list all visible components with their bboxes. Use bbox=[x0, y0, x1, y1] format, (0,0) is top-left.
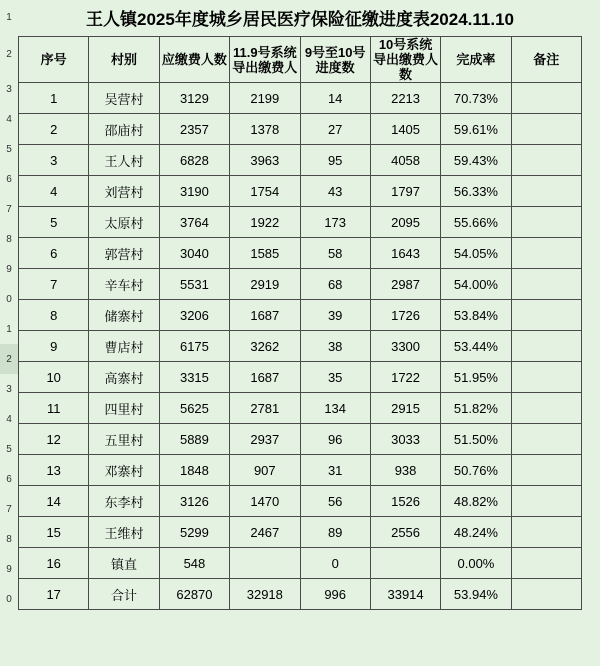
row-header-cell[interactable]: 7 bbox=[6, 503, 12, 515]
cell-village[interactable]: 东李村 bbox=[89, 486, 159, 517]
cell-sys-119[interactable]: 2199 bbox=[230, 83, 300, 114]
cell-sys-10[interactable] bbox=[370, 548, 440, 579]
column-header-due: 应缴费人数 bbox=[159, 37, 229, 83]
cell-note[interactable] bbox=[511, 83, 581, 114]
cell-sys-10[interactable]: 3033 bbox=[370, 424, 440, 455]
cell-sys-119[interactable]: 3963 bbox=[230, 145, 300, 176]
cell-village[interactable]: 太原村 bbox=[89, 207, 159, 238]
column-header-sys-10: 10号系统导出缴费人数 bbox=[370, 37, 440, 83]
cell-village[interactable]: 王人村 bbox=[89, 145, 159, 176]
cell-due[interactable]: 5299 bbox=[159, 517, 229, 548]
row-header-cell-selected[interactable]: 2 bbox=[0, 344, 18, 374]
table-row[interactable] bbox=[19, 362, 582, 393]
column-header-note: 备注 bbox=[511, 37, 581, 83]
cell-village[interactable]: 镇直 bbox=[89, 548, 159, 579]
cell-sys-10[interactable]: 1797 bbox=[370, 176, 440, 207]
cell-village[interactable]: 辛车村 bbox=[89, 269, 159, 300]
cell-rate[interactable]: 53.44% bbox=[441, 331, 511, 362]
table-row[interactable] bbox=[19, 114, 582, 145]
cell-progress[interactable]: 38 bbox=[300, 331, 370, 362]
cell-no[interactable]: 2 bbox=[19, 114, 89, 145]
cell-no[interactable]: 4 bbox=[19, 176, 89, 207]
cell-note[interactable] bbox=[511, 207, 581, 238]
cell-progress[interactable]: 134 bbox=[300, 393, 370, 424]
cell-sys-119[interactable]: 1922 bbox=[230, 207, 300, 238]
cell-sys-119[interactable]: 3262 bbox=[230, 331, 300, 362]
cell-due[interactable]: 3190 bbox=[159, 176, 229, 207]
cell-sys-10[interactable]: 33914 bbox=[370, 579, 440, 610]
cell-sys-10[interactable]: 2213 bbox=[370, 83, 440, 114]
cell-no[interactable]: 11 bbox=[19, 393, 89, 424]
row-header-cell[interactable]: 0 bbox=[6, 293, 12, 305]
table-row[interactable] bbox=[19, 331, 582, 362]
cell-progress[interactable]: 95 bbox=[300, 145, 370, 176]
cell-rate[interactable]: 59.61% bbox=[441, 114, 511, 145]
cell-village[interactable]: 吴营村 bbox=[89, 83, 159, 114]
column-header-village: 村别 bbox=[89, 37, 159, 83]
cell-due[interactable]: 548 bbox=[159, 548, 229, 579]
cell-due[interactable]: 6828 bbox=[159, 145, 229, 176]
cell-village[interactable]: 邓寨村 bbox=[89, 455, 159, 486]
table-row[interactable] bbox=[19, 548, 582, 579]
table-row[interactable] bbox=[19, 424, 582, 455]
cell-village[interactable]: 曹店村 bbox=[89, 331, 159, 362]
cell-rate[interactable]: 51.82% bbox=[441, 393, 511, 424]
row-header-cell[interactable]: 5 bbox=[6, 443, 12, 455]
table-row[interactable] bbox=[19, 238, 582, 269]
cell-rate[interactable]: 50.76% bbox=[441, 455, 511, 486]
cell-no[interactable]: 13 bbox=[19, 455, 89, 486]
cell-rate[interactable]: 48.24% bbox=[441, 517, 511, 548]
cell-note[interactable] bbox=[511, 176, 581, 207]
cell-progress[interactable]: 14 bbox=[300, 83, 370, 114]
cell-sys-119[interactable]: 32918 bbox=[230, 579, 300, 610]
cell-rate[interactable]: 48.82% bbox=[441, 486, 511, 517]
cell-note[interactable] bbox=[511, 393, 581, 424]
cell-no[interactable]: 5 bbox=[19, 207, 89, 238]
cell-no[interactable]: 10 bbox=[19, 362, 89, 393]
cell-rate[interactable]: 55.66% bbox=[441, 207, 511, 238]
cell-rate[interactable]: 59.43% bbox=[441, 145, 511, 176]
cell-progress[interactable]: 68 bbox=[300, 269, 370, 300]
table-row[interactable] bbox=[19, 207, 582, 238]
row-header-cell[interactable]: 1 bbox=[6, 323, 12, 335]
cell-note[interactable] bbox=[511, 362, 581, 393]
table-row[interactable] bbox=[19, 176, 582, 207]
cell-due[interactable]: 5625 bbox=[159, 393, 229, 424]
row-header-cell[interactable]: 3 bbox=[6, 383, 12, 395]
cell-sys-10[interactable]: 1722 bbox=[370, 362, 440, 393]
cell-no[interactable]: 9 bbox=[19, 331, 89, 362]
cell-sys-10[interactable]: 2095 bbox=[370, 207, 440, 238]
cell-sys-10[interactable]: 2987 bbox=[370, 269, 440, 300]
cell-due[interactable]: 2357 bbox=[159, 114, 229, 145]
cell-due[interactable]: 62870 bbox=[159, 579, 229, 610]
cell-progress[interactable]: 996 bbox=[300, 579, 370, 610]
table-title-row bbox=[19, 0, 582, 37]
cell-progress[interactable]: 35 bbox=[300, 362, 370, 393]
table-row[interactable] bbox=[19, 83, 582, 114]
column-header-sys-119: 11.9号系统导出缴费人 bbox=[230, 37, 300, 83]
cell-progress[interactable]: 96 bbox=[300, 424, 370, 455]
cell-village[interactable]: 刘营村 bbox=[89, 176, 159, 207]
cell-sys-119[interactable]: 1687 bbox=[230, 362, 300, 393]
cell-note[interactable] bbox=[511, 331, 581, 362]
cell-no[interactable]: 14 bbox=[19, 486, 89, 517]
row-header-cell[interactable]: 4 bbox=[6, 113, 12, 125]
cell-note[interactable] bbox=[511, 579, 581, 610]
cell-note[interactable] bbox=[511, 455, 581, 486]
cell-no[interactable]: 8 bbox=[19, 300, 89, 331]
cell-sys-119[interactable]: 2467 bbox=[230, 517, 300, 548]
row-header-cell[interactable]: 3 bbox=[6, 83, 12, 95]
cell-due[interactable]: 3129 bbox=[159, 83, 229, 114]
cell-sys-119[interactable] bbox=[230, 548, 300, 579]
row-header-cell[interactable]: 9 bbox=[6, 563, 12, 575]
cell-sys-119[interactable]: 2781 bbox=[230, 393, 300, 424]
row-header-cell[interactable]: 4 bbox=[6, 413, 12, 425]
cell-rate[interactable]: 56.33% bbox=[441, 176, 511, 207]
cell-note[interactable] bbox=[511, 424, 581, 455]
cell-rate[interactable]: 70.73% bbox=[441, 83, 511, 114]
page-title: 王人镇2025年度城乡居民医疗保险征缴进度表2024.11.10 bbox=[86, 9, 514, 29]
cell-rate[interactable]: 53.84% bbox=[441, 300, 511, 331]
cell-sys-10[interactable]: 1643 bbox=[370, 238, 440, 269]
row-header-cell[interactable]: 6 bbox=[6, 173, 12, 185]
cell-sys-10[interactable]: 1726 bbox=[370, 300, 440, 331]
cell-note[interactable] bbox=[511, 486, 581, 517]
cell-progress[interactable]: 31 bbox=[300, 455, 370, 486]
cell-village[interactable]: 王维村 bbox=[89, 517, 159, 548]
bottom-padding-area bbox=[0, 648, 600, 666]
row-header-cell[interactable]: 6 bbox=[6, 473, 12, 485]
cell-note[interactable] bbox=[511, 269, 581, 300]
cell-rate[interactable]: 51.95% bbox=[441, 362, 511, 393]
cell-note[interactable] bbox=[511, 300, 581, 331]
cell-progress[interactable]: 0 bbox=[300, 548, 370, 579]
cell-note[interactable] bbox=[511, 238, 581, 269]
cell-village[interactable]: 四里村 bbox=[89, 393, 159, 424]
column-header-no: 序号 bbox=[19, 37, 89, 83]
right-padding-area bbox=[582, 0, 600, 666]
cell-sys-119[interactable]: 1378 bbox=[230, 114, 300, 145]
cell-sys-10[interactable]: 2915 bbox=[370, 393, 440, 424]
cell-sys-119[interactable]: 2919 bbox=[230, 269, 300, 300]
cell-sys-10[interactable]: 4058 bbox=[370, 145, 440, 176]
row-header-gutter[interactable] bbox=[0, 0, 18, 666]
cell-sys-119[interactable]: 1585 bbox=[230, 238, 300, 269]
cell-sys-10[interactable]: 1405 bbox=[370, 114, 440, 145]
cell-due[interactable]: 5889 bbox=[159, 424, 229, 455]
row-header-cell[interactable]: 5 bbox=[6, 143, 12, 155]
cell-no[interactable]: 15 bbox=[19, 517, 89, 548]
cell-sys-119[interactable]: 1470 bbox=[230, 486, 300, 517]
table-row[interactable] bbox=[19, 486, 582, 517]
table-row-total[interactable] bbox=[19, 579, 582, 610]
cell-due[interactable]: 3206 bbox=[159, 300, 229, 331]
cell-sys-119[interactable]: 907 bbox=[230, 455, 300, 486]
cell-no[interactable]: 1 bbox=[19, 83, 89, 114]
cell-note[interactable] bbox=[511, 145, 581, 176]
cell-progress[interactable]: 43 bbox=[300, 176, 370, 207]
cell-due[interactable]: 5531 bbox=[159, 269, 229, 300]
cell-no[interactable]: 12 bbox=[19, 424, 89, 455]
cell-progress[interactable]: 39 bbox=[300, 300, 370, 331]
cell-progress[interactable]: 27 bbox=[300, 114, 370, 145]
cell-sys-119[interactable]: 1754 bbox=[230, 176, 300, 207]
cell-rate[interactable]: 0.00% bbox=[441, 548, 511, 579]
cell-sys-119[interactable]: 1687 bbox=[230, 300, 300, 331]
cell-due[interactable]: 3040 bbox=[159, 238, 229, 269]
cell-note[interactable] bbox=[511, 517, 581, 548]
cell-sys-10[interactable]: 3300 bbox=[370, 331, 440, 362]
cell-sys-10[interactable]: 1526 bbox=[370, 486, 440, 517]
cell-sys-10[interactable]: 2556 bbox=[370, 517, 440, 548]
row-header-cell[interactable]: 2 bbox=[6, 48, 12, 60]
cell-village[interactable]: 合计 bbox=[89, 579, 159, 610]
cell-village[interactable]: 高寨村 bbox=[89, 362, 159, 393]
cell-progress[interactable]: 89 bbox=[300, 517, 370, 548]
cell-rate[interactable]: 51.50% bbox=[441, 424, 511, 455]
cell-due[interactable]: 3126 bbox=[159, 486, 229, 517]
cell-sys-10[interactable]: 938 bbox=[370, 455, 440, 486]
cell-no[interactable]: 3 bbox=[19, 145, 89, 176]
cell-note[interactable] bbox=[511, 548, 581, 579]
row-header-cell[interactable]: 9 bbox=[6, 263, 12, 275]
cell-progress[interactable]: 58 bbox=[300, 238, 370, 269]
cell-village[interactable]: 五里村 bbox=[89, 424, 159, 455]
table-row[interactable] bbox=[19, 269, 582, 300]
cell-rate[interactable]: 54.05% bbox=[441, 238, 511, 269]
cell-no[interactable]: 17 bbox=[19, 579, 89, 610]
table-header-row bbox=[19, 37, 582, 83]
cell-due[interactable]: 1848 bbox=[159, 455, 229, 486]
cell-due[interactable]: 3764 bbox=[159, 207, 229, 238]
cell-village[interactable]: 邵庙村 bbox=[89, 114, 159, 145]
cell-progress[interactable]: 56 bbox=[300, 486, 370, 517]
table-row[interactable] bbox=[19, 300, 582, 331]
row-header-cell[interactable]: 0 bbox=[6, 593, 12, 605]
cell-due[interactable]: 3315 bbox=[159, 362, 229, 393]
row-header-cell[interactable]: 8 bbox=[6, 233, 12, 245]
cell-sys-119[interactable]: 2937 bbox=[230, 424, 300, 455]
row-header-cell[interactable]: 1 bbox=[6, 11, 12, 23]
table-row[interactable] bbox=[19, 455, 582, 486]
cell-village[interactable]: 储寨村 bbox=[89, 300, 159, 331]
progress-table bbox=[18, 0, 582, 610]
cell-no[interactable]: 16 bbox=[19, 548, 89, 579]
cell-due[interactable]: 6175 bbox=[159, 331, 229, 362]
cell-no[interactable]: 7 bbox=[19, 269, 89, 300]
column-header-rate: 完成率 bbox=[441, 37, 511, 83]
column-header-progress: 9号至10号进度数 bbox=[300, 37, 370, 83]
table-row[interactable] bbox=[19, 393, 582, 424]
table-row[interactable] bbox=[19, 517, 582, 548]
cell-village[interactable]: 郭营村 bbox=[89, 238, 159, 269]
table-row[interactable] bbox=[19, 145, 582, 176]
cell-rate[interactable]: 53.94% bbox=[441, 579, 511, 610]
cell-no[interactable]: 6 bbox=[19, 238, 89, 269]
cell-note[interactable] bbox=[511, 114, 581, 145]
row-header-cell[interactable]: 7 bbox=[6, 203, 12, 215]
cell-rate[interactable]: 54.00% bbox=[441, 269, 511, 300]
row-header-cell[interactable]: 8 bbox=[6, 533, 12, 545]
cell-progress[interactable]: 173 bbox=[300, 207, 370, 238]
